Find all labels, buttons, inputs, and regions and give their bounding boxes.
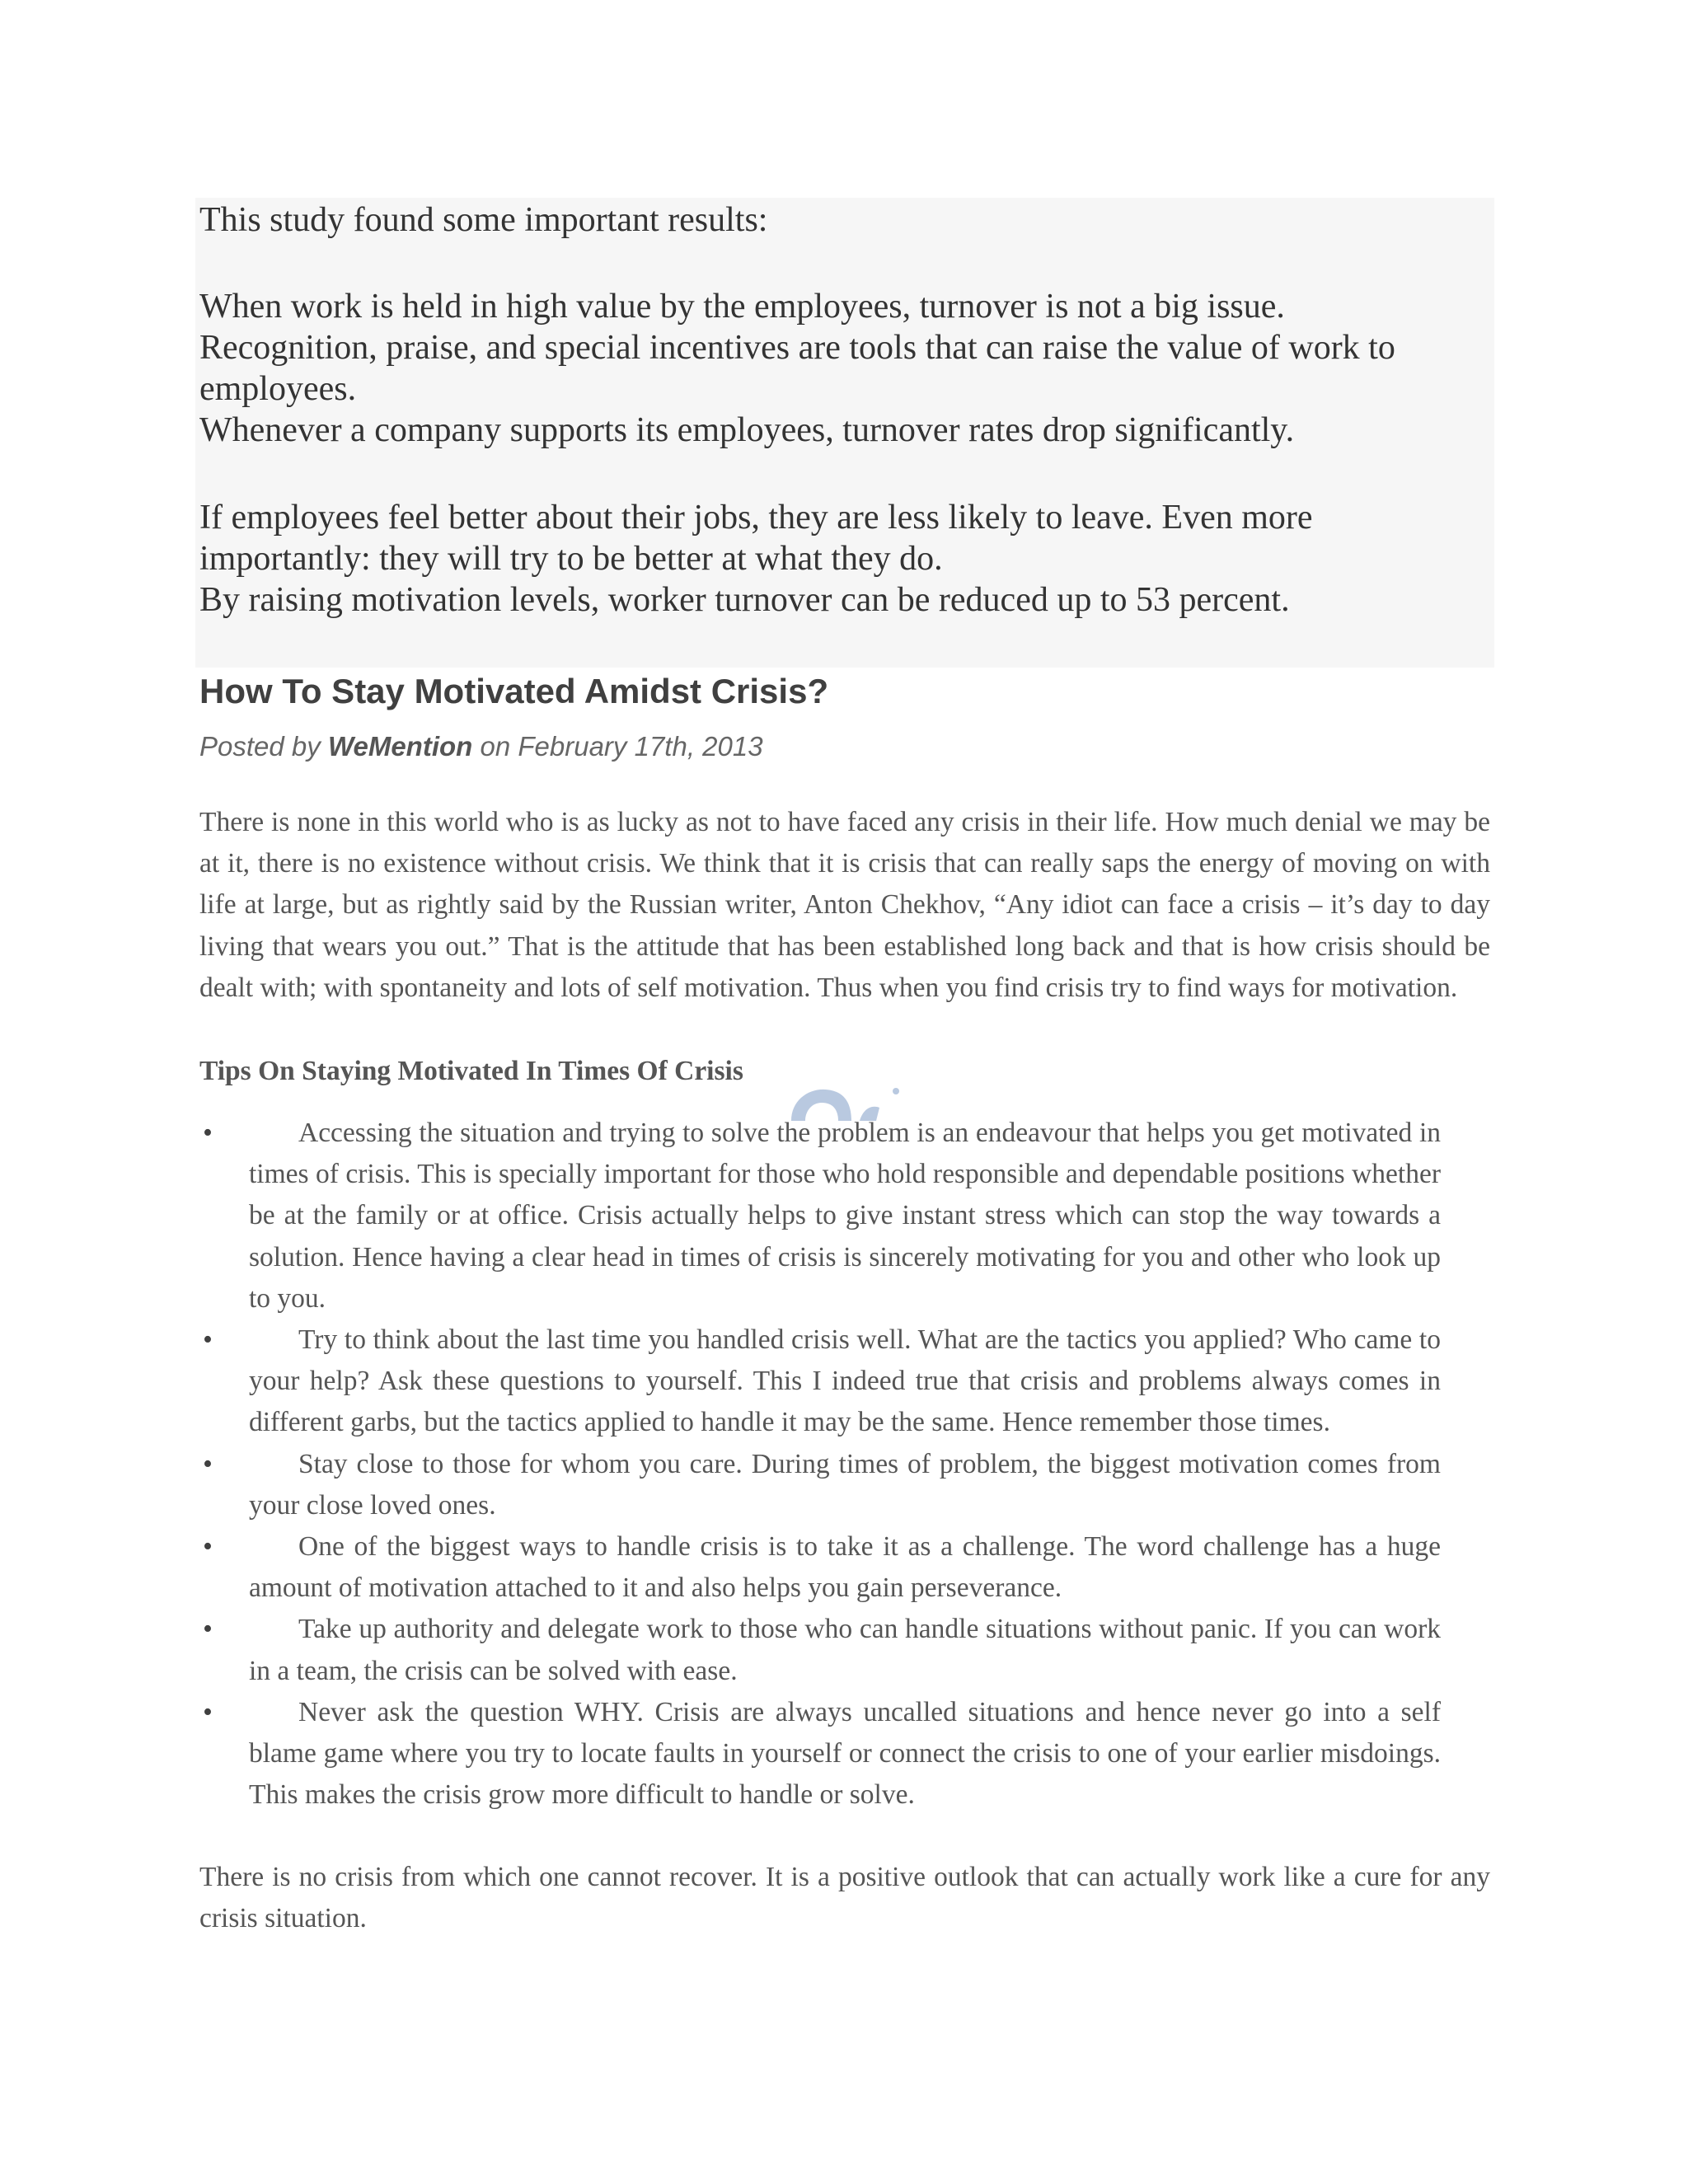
bullet-icon: • bbox=[203, 1614, 213, 1645]
tip-text: Try to think about the last time you handled crisis well. What are the tactics you applied? Who came to your help? Ask these questions to yourself. This I indeed true that crisis and problems always comes in different garbs, but the tactics applied to handle it may be the same. Hence remember those times. bbox=[249, 1324, 1441, 1438]
study-result-line: Recognition, praise, and special incentives are tools that can raise the value of work to employees. bbox=[199, 329, 1395, 408]
study-result-line: By raising motivation levels, worker turnover can be reduced up to 53 percent. bbox=[199, 581, 1290, 619]
study-results-box bbox=[195, 198, 1494, 668]
article-byline bbox=[199, 730, 763, 763]
tip-text: Take up authority and delegate work to those who can handle situations without panic. If you can work in a team, the crisis can be solved with ease. bbox=[249, 1614, 1441, 1686]
tip-item bbox=[199, 1526, 1441, 1609]
tips-heading: Tips On Staying Motivated In Times Of Crisis bbox=[199, 1056, 743, 1086]
study-result-line: Whenever a company supports its employees, turnover rates drop significantly. bbox=[199, 411, 1295, 449]
bullet-icon: • bbox=[203, 1324, 213, 1356]
article-conclusion: There is no crisis from which one cannot recover. It is a positive outlook that can actually work like a cure for any crisis situation. bbox=[199, 1862, 1490, 1934]
tips-list bbox=[199, 1113, 1441, 1816]
bullet-icon: • bbox=[203, 1696, 213, 1727]
study-results-block-1 bbox=[199, 286, 1478, 451]
article-intro-paragraph: There is none in this world who is as lucky as not to have faced any crisis in their life. How much denial we may be at it, there is no existence without crisis. We think that it is crisis that can really saps the energy of moving on with life at large, but as rightly said by the Russian writer, Anton Chekhov, “Any idiot can face a crisis – it’s day to day living that wears you out.” That is the attitude that has been established long back and that is how crisis should be dealt with; with spontaneity and lots of self motivation. Thus when you find crisis try to find ways for motivation. bbox=[199, 807, 1490, 1003]
tip-text: Stay close to those for whom you care. During times of problem, the biggest motivation comes from your close loved ones. bbox=[249, 1448, 1441, 1521]
tip-item bbox=[199, 1319, 1441, 1444]
byline-date: on February 17th, 2013 bbox=[480, 731, 763, 762]
tip-text: Never ask the question WHY. Crisis are always uncalled situations and hence never go into a self blame game where you try to locate faults in yourself or connect the crisis to one of your earlier misdoings. This makes the crisis grow more difficult to handle or solve. bbox=[249, 1696, 1441, 1811]
byline-author: WeMention bbox=[327, 731, 473, 762]
study-result-line: When work is held in high value by the employees, turnover is not a big issue. bbox=[199, 288, 1285, 326]
tip-item bbox=[199, 1444, 1441, 1526]
tip-text: One of the biggest ways to handle crisis is to take it as a challenge. The word challenge has a huge amount of motivation attached to it and also helps you gain perseverance. bbox=[249, 1531, 1441, 1604]
byline-prefix: Posted by bbox=[199, 731, 321, 762]
study-result-line: If employees feel better about their jobs, they are less likely to leave. Even more importantly: they will try to be better at what they do. bbox=[199, 499, 1313, 578]
bullet-icon: • bbox=[203, 1531, 213, 1563]
bullet-icon: • bbox=[203, 1448, 213, 1479]
bullet-icon: • bbox=[203, 1118, 213, 1148]
study-results-intro: This study found some important results: bbox=[199, 201, 768, 239]
tip-text: Accessing the situation and trying to solve the problem is an endeavour that helps you get motivated in times of crisis. This is specially important for those who hold responsible and dependable positions whether be at the family or at office. Crisis actually helps to give instant stress which can stop the way towards a solution. Hence having a clear head in times of crisis is sincerely motivating for you and other who look up to you. bbox=[249, 1118, 1441, 1314]
tip-item bbox=[199, 1113, 1441, 1319]
tip-item bbox=[199, 1609, 1441, 1691]
tip-item bbox=[199, 1692, 1441, 1816]
study-results-block-2 bbox=[199, 497, 1478, 621]
article-title: How To Stay Motivated Amidst Crisis? bbox=[199, 672, 829, 710]
